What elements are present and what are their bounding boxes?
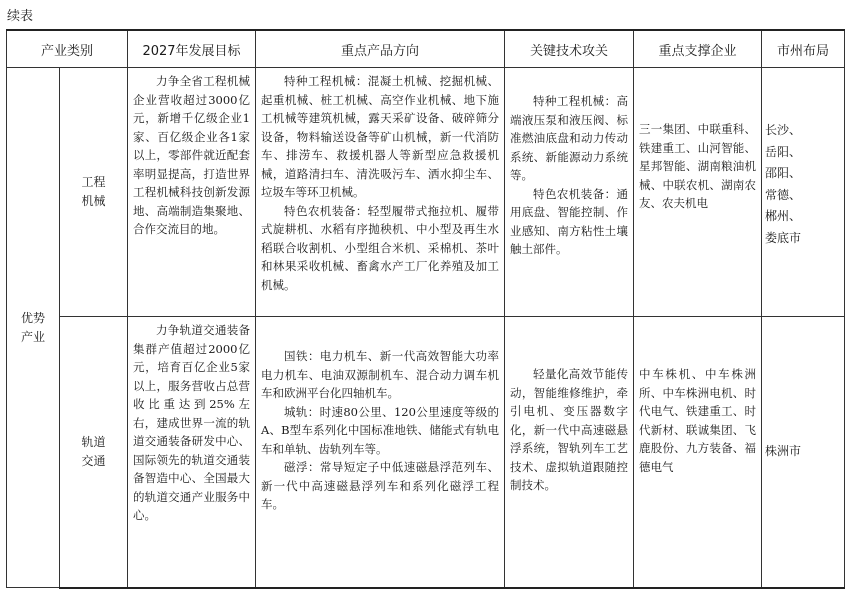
companies-cell xyxy=(634,317,762,588)
tech-paragraph: 轻量化高效节能传动，智能维修维护，牵引电机、变压器数字化，新一代中高速磁悬浮系统，智轨列车工艺技术、虚拟轨道跟随控制技术。 xyxy=(510,367,629,492)
header-goal: 2027年发展目标 xyxy=(128,30,256,68)
header-category: 产业类别 xyxy=(7,30,128,68)
table-row xyxy=(7,68,845,317)
cities-cell xyxy=(762,317,845,588)
cities-cell xyxy=(762,68,845,317)
table-row xyxy=(7,317,845,588)
companies-text: 中车株机、中车株洲所、中车株洲电机、时代电气、铁建重工、时代新材、联诚集团、飞鹿股份、九方装备、福德电气 xyxy=(639,367,757,474)
cities-text: 株洲市 xyxy=(765,444,802,458)
header-row xyxy=(7,30,845,68)
table-caption: 续表 xyxy=(7,9,34,24)
products-paragraph: 特色农机装备：轻型履带式拖拉机、履带式旋耕机、水稻有序抛秧机、中小型及再生水稻联合收割机、小型组合米机、采棉机、茶叶和林果采收机械、畜禽水产工厂化养殖及加工机械。 xyxy=(261,203,500,292)
products-paragraph: 城轨：时速80公里、120公里速度等级的A、B型车系列化中国标准地铁、储能式有轨电车和单轨、齿轨列车等。 xyxy=(261,404,500,456)
sub-category-cell xyxy=(60,317,128,588)
tech-paragraph: 特种工程机械：高端液压泵和液压阀、标准燃油底盘和动力传动系统、新能源动力系统等。 xyxy=(510,94,629,182)
goal-text: 力争轨道交通装备集群产值超过2000亿元，培育百亿企业5家以上，服务营收占总营收比重达到25%左右，建成世界一流的轨道交通装备研发中心、国际领先的轨道交通装备智造中心、全国最大的轨道交通产业服务中心。 xyxy=(133,323,251,522)
products-cell xyxy=(256,317,505,588)
products-cell xyxy=(256,68,505,317)
tech-cell xyxy=(505,68,634,317)
header-companies: 重点支撑企业 xyxy=(634,30,762,68)
products-paragraph: 特种工程机械：混凝土机械、挖掘机械、起重机械、桩工机械、高空作业机械、地下施工机械等建筑机械，露天采矿设备、破碎筛分设备，物料输送设备等矿山机械，新一代消防车、排涝车、救援机器人等新型应急救援机械，道路清扫车、清洗吸污车、洒水抑尘车、垃圾车等环卫机械。 xyxy=(261,74,500,199)
header-products: 重点产品方向 xyxy=(256,30,505,68)
goal-text: 力争全省工程机械企业营收超过3000亿元，新增千亿级企业1家、百亿级企业各1家以上，零部件就近配套率明显提高，打造世界工程机械科技创新发源地、高端制造集聚地、合作交流目的地。 xyxy=(133,74,251,236)
industry-table xyxy=(6,29,845,589)
sub-category-label: 工程 机械 xyxy=(81,175,106,208)
cities-text: 长沙、 岳阳、 邵阳、 常德、 郴州、 娄底市 xyxy=(765,123,802,245)
group-label xyxy=(7,68,60,588)
tech-paragraph: 特色农机装备：通用底盘、智能控制、作业感知、南方粘性土壤触土部件。 xyxy=(510,186,629,256)
products-paragraph: 国铁：电力机车、新一代高效智能大功率电力机车、电油双源制机车、混合动力调车机车和欧洲平台化四轴机车。 xyxy=(261,349,500,400)
group-label-text: 优势 产业 xyxy=(20,310,45,344)
products-paragraph: 磁浮：常导短定子中低速磁悬浮范列车、新一代中高速磁悬浮列车和系列化磁浮工程车。 xyxy=(261,460,500,511)
tech-cell xyxy=(505,317,634,588)
header-tech: 关键技术攻关 xyxy=(505,30,634,68)
sub-category-cell xyxy=(60,68,128,317)
goal-cell xyxy=(128,317,256,588)
header-cities: 市州布局 xyxy=(762,30,845,68)
goal-cell xyxy=(128,68,256,317)
companies-cell xyxy=(634,68,762,317)
companies-text: 三一集团、中联重科、铁建重工、山河智能、星邦智能、湖南粮油机械、中联农机、湖南农友、农夫机电 xyxy=(639,122,757,210)
sub-category-label: 轨道 交通 xyxy=(81,434,106,468)
